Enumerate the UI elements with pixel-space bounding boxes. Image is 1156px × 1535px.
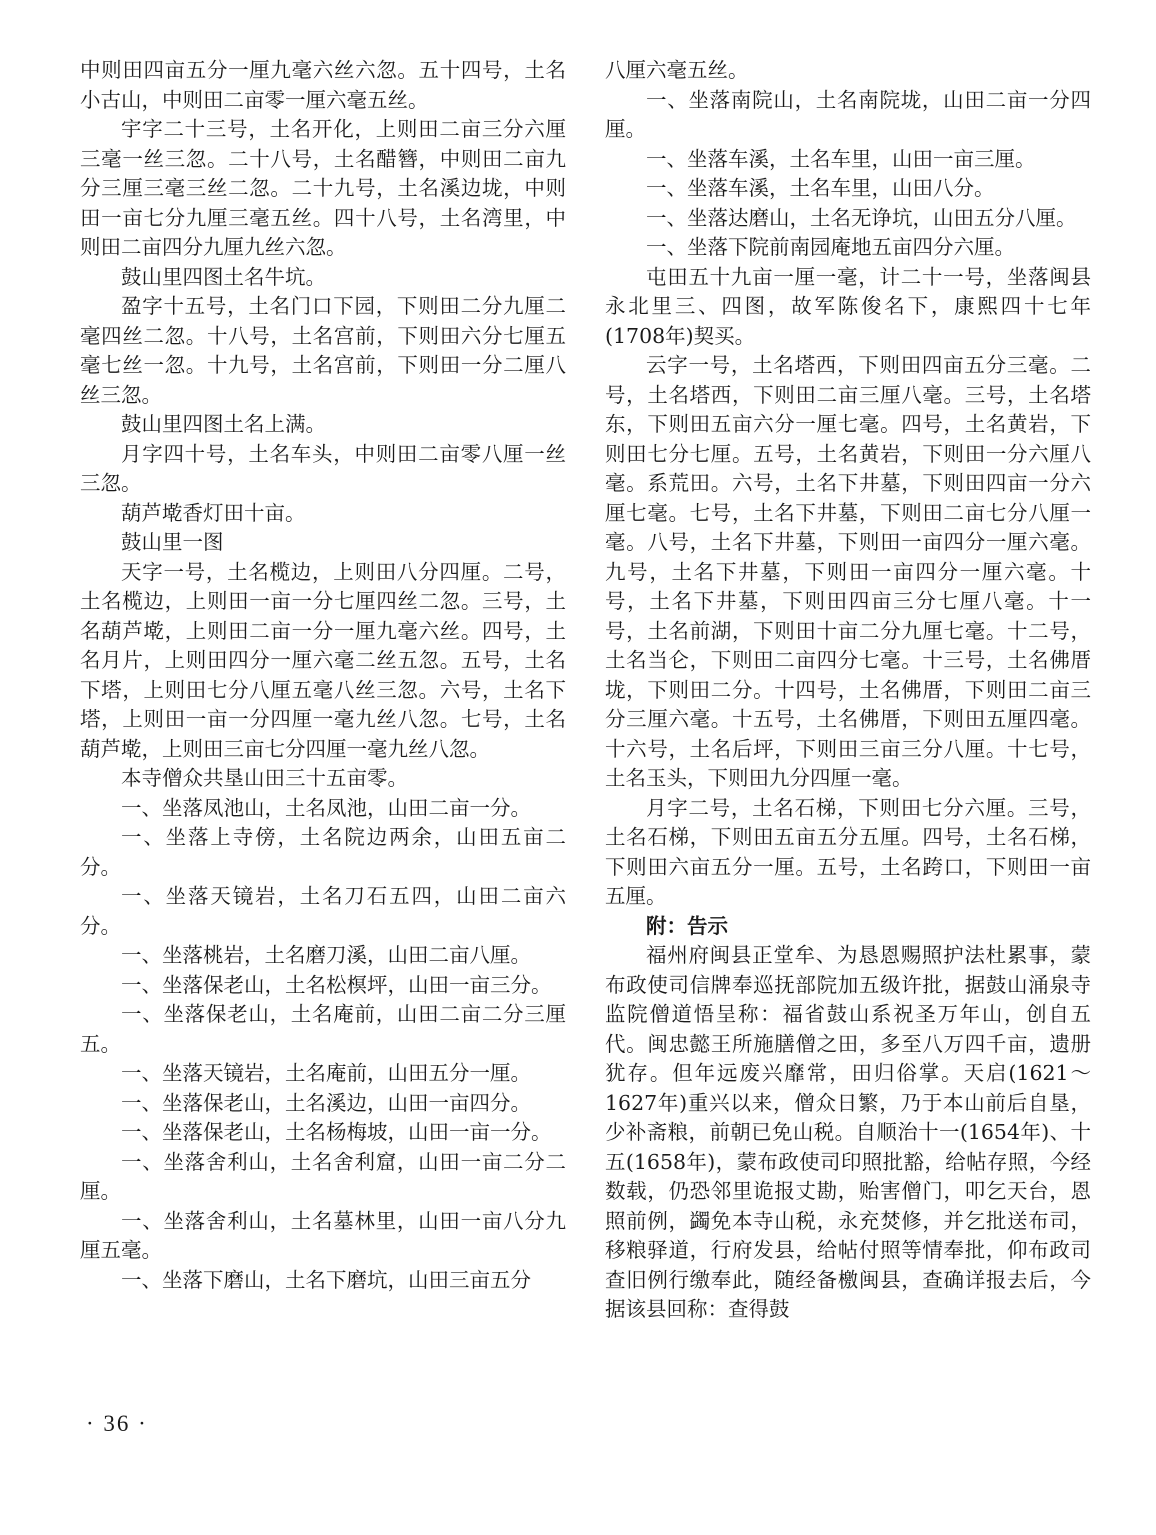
paragraph: 福州府闽县正堂牟、为恳恩赐照护法杜累事，蒙布政使司信牌奉巡抚部院加五级许批，据鼓山涌泉寺监院僧道悟呈称：福省鼓山系祝圣万年山，创自五代。闽忠懿王所施膳僧之田，多至八万四千亩，遗册犹存。但年远废兴靡常，田归俗掌。天启(1621～1627年)重兴以来，僧众日繁，乃于本山前后自垦，少补斋粮，前朝已免山税。自顺治十一(1654年)、十五(1658年)，蒙布政使司印照批豁，给帖存照，今经数载，仍恐邻里诡报丈勘，贻害僧门，叩乞天台，恩照前例，蠲免本寺山税，永充焚修，并乞批送布司，移粮驿道，行府发县，给帖付照等情奉批，仰布政司查旧例行缴奉此，随经备檄闽县，查确详报去后，今据该县回称：查得鼓 [605, 943, 1091, 1321]
paragraph: 一、坐落舍利山，土名墓林里，山田一亩八分九厘五毫。 [80, 1208, 566, 1262]
paragraph: 一、坐落车溪，土名车里，山田八分。 [646, 176, 995, 200]
paragraph: 一、坐落凤池山，土名凤池，山田二亩一分。 [121, 795, 531, 820]
section-heading: 附：告示 [646, 913, 728, 938]
paragraph: 一、坐落保老山，土名庵前，山田二亩二分三厘五。 [80, 1002, 566, 1056]
paragraph: 鼓山里四图土名牛坑。 [121, 264, 326, 289]
right-text-column [605, 56, 1091, 1325]
paragraph: 一、坐落下院前南园庵地五亩四分六厘。 [646, 235, 1015, 259]
paragraph: 月字二号，土名石梯，下则田七分六厘。三号，土名石梯，下则田五亩五分五厘。四号，土名石梯，下则田六亩五分一厘。五号，土名跨口，下则田一亩五厘。 [605, 795, 1091, 908]
paragraph: 盈字十五号，土名门口下园，下则田二分九厘二毫四丝二忽。十八号，土名宫前，下则田六分七厘五毫七丝一忽。十九号，土名宫前，下则田一分二厘八丝三忽。 [80, 294, 566, 407]
paragraph: 一、坐落上寺傍，土名院边两余，山田五亩二分。 [80, 825, 566, 879]
paragraph: 一、坐落桃岩，土名磨刀溪，山田二亩八厘。 [121, 943, 531, 967]
paragraph: 宇字二十三号，土名开化，上则田二亩三分六厘三毫一丝三忽。二十八号，土名醋簪，中则田二亩九分三厘三毫三丝二忽。二十九号，土名溪边垅，中则田一亩七分九厘三毫五丝。四十八号，土名湾里，中则田二亩四分九厘九丝六忽。 [80, 117, 566, 259]
paragraph: 鼓山里四图土名上满。 [121, 412, 326, 436]
paragraph: 一、坐落南院山，土名南院垅，山田二亩一分四厘。 [605, 87, 1091, 141]
paragraph: 一、坐落达磨山，土名无诤坑，山田五分八厘。 [646, 205, 1077, 230]
paragraph: 月字四十号，土名车头，中则田二亩零八厘一丝三忽。 [80, 441, 566, 495]
paragraph: 天字一号，土名榄边，上则田八分四厘。二号，土名榄边，上则田一亩一分七厘四丝二忽。三号，土名葫芦墘，上则田二亩一分一厘九毫六丝。四号，土名月片，上则田四分一厘六毫二丝五忽。五号，土名下塔，上则田七分八厘五毫八丝三忽。六号，土名下塔，上则田一亩一分四厘一毫九丝八忽。七号，土名葫芦墘，上则田三亩七分四厘一毫九丝八忽。 [80, 559, 566, 761]
paragraph: 一、坐落下磨山，土名下磨坑，山田三亩五分 [121, 1267, 531, 1292]
paragraph: 一、坐落车溪，土名车里，山田一亩三厘。 [646, 146, 1036, 171]
paragraph: 葫芦墘香灯田十亩。 [121, 500, 306, 525]
paragraph: 云字一号，土名塔西，下则田四亩五分三毫。二号，土名塔西，下则田二亩三厘八毫。三号，土名塔东，下则田五亩六分一厘七毫。四号，土名黄岩，下则田七分七厘。五号，土名黄岩，下则田一分六厘八毫。系荒田。六号，土名下井墓，下则田四亩一分六厘七毫。七号，土名下井墓，下则田二亩七分八厘一毫。八号，土名下井墓，下则田一亩四分一厘六毫。九号，土名下井墓，下则田一亩四分一厘六毫。十号，土名下井墓，下则田四亩三分七厘八毫。十一号，土名前湖，下则田十亩二分九厘七毫。十二号，土名当仑，下则田二亩四分七毫。十三号，土名佛厝垅，下则田二分。十四号，土名佛厝，下则田二亩三分三厘六毫。十五号，土名佛厝，下则田五厘四毫。十六号，土名后坪，下则田三亩三分八厘。十七号，土名玉头，下则田九分四厘一毫。 [605, 353, 1091, 790]
paragraph: 一、坐落保老山，土名杨梅坡，山田一亩一分。 [121, 1120, 552, 1144]
paragraph: 一、坐落舍利山，土名舍利窟，山田一亩二分二厘。 [80, 1149, 566, 1203]
paragraph: 鼓山里一图 [121, 530, 224, 554]
paragraph: 中则田四亩五分一厘九毫六丝六忽。五十四号，土名小古山，中则田二亩零一厘六毫五丝。 [80, 58, 566, 112]
left-text-column [80, 56, 566, 1295]
paragraph: 一、坐落保老山，土名溪边，山田一亩四分。 [121, 1090, 531, 1115]
page-number: · 36 · [86, 1411, 148, 1436]
paragraph: 八厘六毫五丝。 [605, 58, 749, 82]
paragraph: 本寺僧众共垦山田三十五亩零。 [121, 766, 408, 790]
paragraph: 一、坐落天镜岩，土名庵前，山田五分一厘。 [121, 1061, 531, 1085]
paragraph: 一、坐落天镜岩，土名刀石五四，山田二亩六分。 [80, 884, 566, 938]
paragraph: 屯田五十九亩一厘一毫，计二十一号，坐落闽县永北里三、四图，故军陈俊名下，康熙四十七年(1708年)契买。 [605, 264, 1091, 348]
paragraph: 一、坐落保老山，土名松榠坪，山田一亩三分。 [121, 972, 552, 997]
